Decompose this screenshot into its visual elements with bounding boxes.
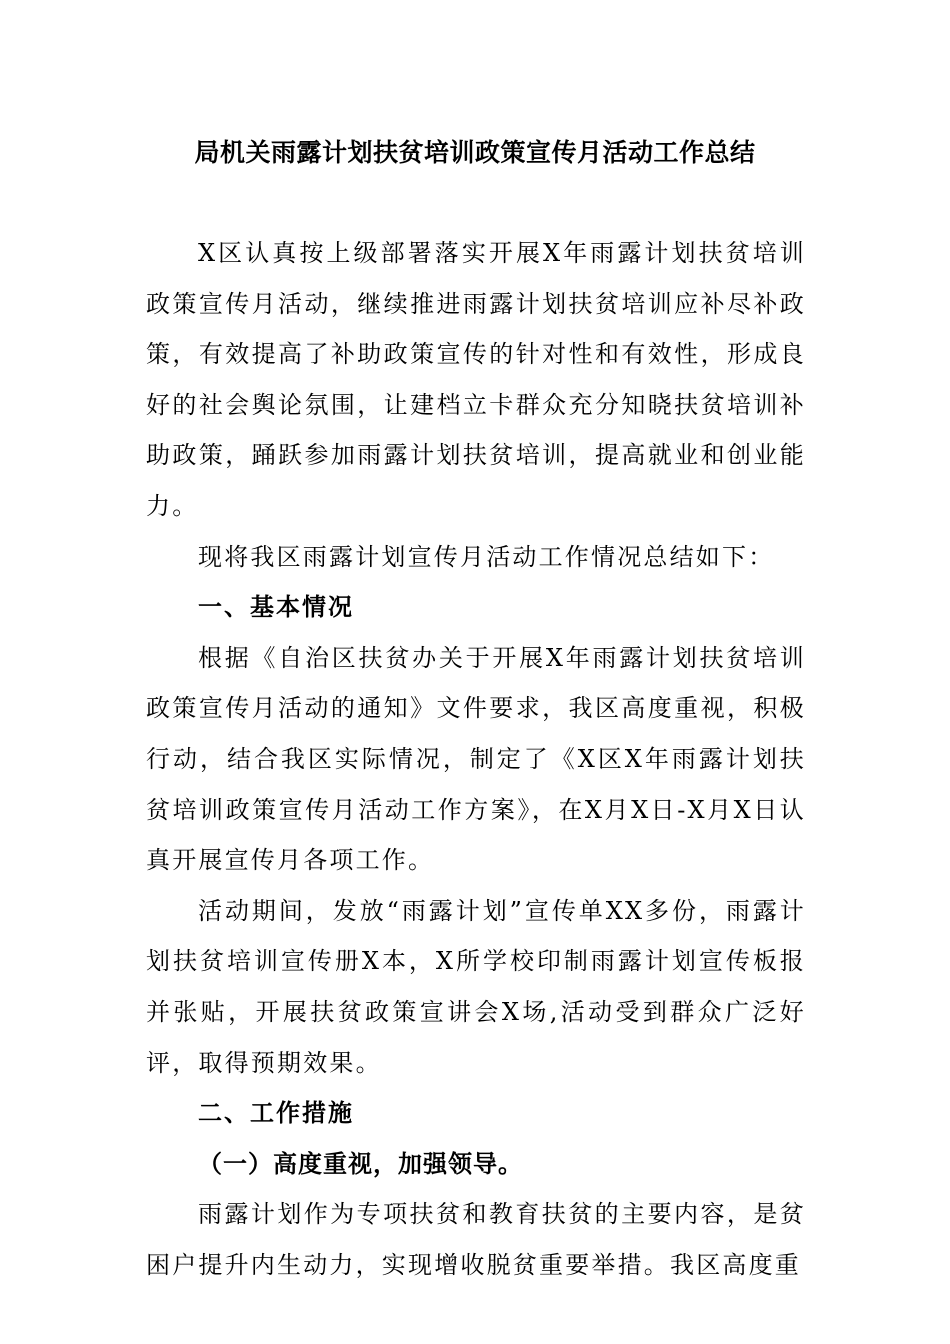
section-heading-basic-situation: 一、基本情况 bbox=[198, 593, 354, 622]
subsection-heading-leadership: （一）高度重视，加强领导。 bbox=[198, 1149, 523, 1178]
section-heading-work-measures: 二、工作措施 bbox=[198, 1099, 354, 1128]
paragraph-activity-period: 活动期间，发放“雨露计划”宣传单XX多份，雨露计划扶贫培训宣传册X本，X所学校印制雨露计划宣传板报并张贴，开展扶贫政策宣讲会X场,活动受到群众广泛好评，取得预期效果。 bbox=[146, 896, 806, 1077]
document-title: 局机关雨露计划扶贫培训政策宣传月活动工作总结 bbox=[194, 138, 756, 167]
paragraph-summary-lead: 现将我区雨露计划宣传月活动工作情况总结如下： bbox=[198, 542, 775, 571]
paragraph-intro: X区认真按上级部署落实开展X年雨露计划扶贫培训政策宣传月活动，继续推进雨露计划扶贫培训应补尽补政策，有效提高了补助政策宣传的针对性和有效性，形成良好的社会舆论氛围，让建档立卡群众充分知晓扶贫培训补助政策，踊跃参加雨露计划扶贫培训，提高就业和创业能力。 bbox=[146, 239, 806, 520]
paragraph-basic-situation: 根据《自治区扶贫办关于开展X年雨露计划扶贫培训政策宣传月活动的通知》文件要求，我区高度重视，积极行动，结合我区实际情况，制定了《X区X年雨露计划扶贫培训政策宣传月活动工作方案》，在X月X日-X月X日认真开展宣传月各项工作。 bbox=[146, 643, 806, 875]
document-body bbox=[146, 228, 806, 1290]
paragraph-leadership: 雨露计划作为专项扶贫和教育扶贫的主要内容，是贫困户提升内生动力，实现增收脱贫重要举措。我区高度重 bbox=[146, 1200, 806, 1279]
